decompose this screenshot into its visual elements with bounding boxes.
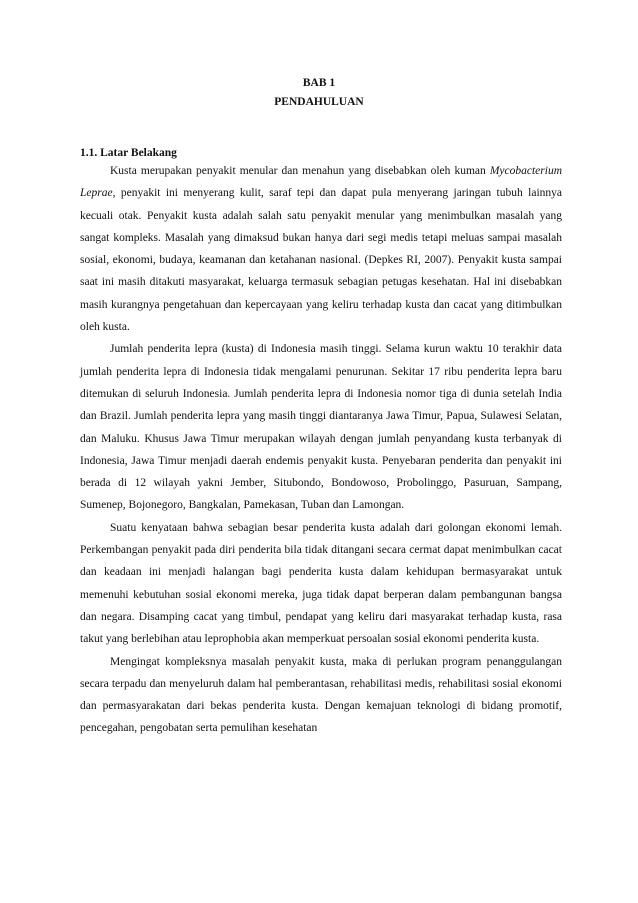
paragraph-1-before: Kusta merupakan penyakit menular dan menahun yang disebabkan oleh kuman (110, 165, 490, 177)
chapter-title: PENDAHULUAN (274, 96, 364, 108)
paragraph-2: Jumlah penderita lepra (kusta) di Indonesia masih tinggi. Selama kurun waktu 10 terakhir data jumlah penderita lepra di Indonesia tidak mengalami penurunan. Sekitar 17 ribu penderita lepra baru ditemukan di seluruh Indonesia. Jumlah penderita lepra di Indonesia nomor tiga di dunia setelah India dan Brazil. Jumlah penderita lepra yang masih tinggi diantaranya Jawa Timur, Papua, Sulawesi Selatan, dan Maluku. Khusus Jawa Timur merupakan wilayah dengan jumlah penyandang kusta terbanyak di Indonesia, Jawa Timur menjadi daerah endemis penyakit kusta. Penyebaran penderita dan penyakit ini berada di 12 wilayah yakni Jember, Situbondo, Bondowoso, Probolinggo, Pasuruan, Sampang, Sumenep, Bojonegoro, Bangkalan, Pamekasan, Tuban dan Lamongan. (80, 343, 562, 512)
paragraph-4: Mengingat kompleksnya masalah penyakit kusta, maka di perlukan program penanggulangan secara terpadu dan menyeluruh dalam hal pemberantasan, rehabilitasi medis, rehabilitasi sosial ekonomi dan permasyarakatan dari bekas penderita kusta. Dengan kemajuan teknologi di bidang promotif, pencegahan, pengobatan serta pemulihan kesehatan (80, 655, 562, 735)
paragraph-1 (80, 160, 562, 338)
section-heading: 1.1. Latar Belakang (80, 147, 177, 159)
paragraph-1-italic-term: Mycobacterium Leprae (80, 165, 562, 200)
chapter-label: BAB 1 (302, 77, 336, 89)
body-text (80, 160, 562, 740)
paragraph-1-after: , penyakit ini menyerang kulit, saraf tepi dan dapat pula menyerang jaringan tubuh lainnya kecuali otak. Penyakit kusta adalah salah satu penyakit menular yang menimbulkan masalah yang sangat kompleks. Masalah yang dimaksud bukan hanya dari segi medis tetapi meluas sampai masalah sosial, ekonomi, budaya, keamanan dan ketahanan nasional. (Depkes RI, 2007). Penyakit kusta sampai saat ini masih ditakuti masyarakat, keluarga termasuk sebagian petugas kesehatan. Hal ini disebabkan masih kurangnya pengetahuan dan kepercayaan yang keliru terhadap kusta dan cacat yang ditimbulkan oleh kusta. (80, 187, 562, 334)
paragraph-3: Suatu kenyataan bahwa sebagian besar penderita kusta adalah dari golongan ekonomi lemah. Perkembangan penyakit pada diri penderita bila tidak ditangani secara cermat dapat menimbulkan cacat dan keadaan ini menjadi halangan bagi penderita kusta dalam kehidupan bermasyarakat untuk memenuhi kebutuhan sosial ekonomi mereka, juga tidak dapat berperan dalam pembangunan bangsa dan negara. Disamping cacat yang timbul, pendapat yang keliru dari masyarakat terhadap kusta, rasa takut yang berlebihan atau leprophobia akan memperkuat persoalan sosial ekonomi penderita kusta. (80, 521, 562, 646)
